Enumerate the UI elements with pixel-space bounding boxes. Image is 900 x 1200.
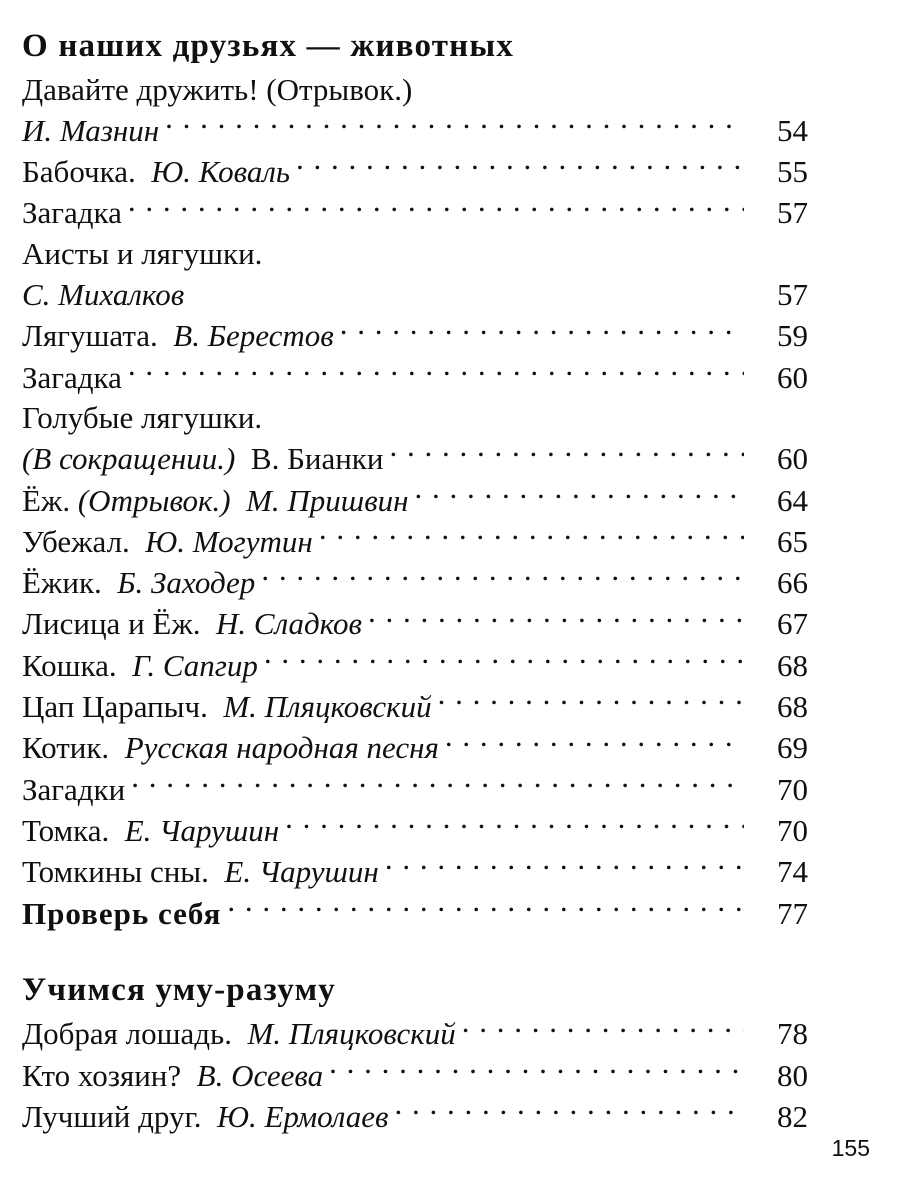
toc-entry-title: Добрая лошадь. М. Пляцковский [22, 1016, 456, 1052]
toc-entry-title: Томкины сны. Е. Чарушин [22, 854, 379, 890]
dot-leader [227, 893, 744, 924]
toc-entry[interactable] [22, 438, 808, 479]
toc-continuation-line: Голубые лягушки. [22, 399, 263, 435]
dot-leader [264, 645, 744, 676]
toc-entry-title: Лисица и Ёж. Н. Сладков [22, 606, 362, 642]
toc-entry-page-number: 57 [777, 277, 808, 313]
toc-entry-page-number: 82 [777, 1098, 808, 1134]
toc-entry-page-number: 59 [777, 318, 808, 354]
toc-entry-page-number: 65 [777, 523, 808, 559]
toc-entry[interactable] [22, 357, 808, 398]
dot-leader [395, 1096, 745, 1127]
toc-entry-title: Ёжик. Б. Заходер [22, 565, 256, 601]
dot-leader [389, 438, 744, 469]
toc-entry-page-number: 74 [777, 854, 808, 890]
toc-entry[interactable] [22, 1055, 808, 1096]
toc-entry[interactable] [22, 769, 808, 810]
dot-leader [128, 192, 744, 223]
toc-entry[interactable] [22, 151, 808, 192]
toc-entry-title: Бабочка. Ю. Коваль [22, 154, 291, 190]
toc-entry-page-number: 80 [777, 1057, 808, 1093]
toc-entry[interactable] [22, 727, 808, 768]
toc-entry-page-number: 64 [777, 482, 808, 518]
toc-entry-title: Цап Царапыч. М. Пляцковский [22, 689, 432, 725]
toc-entry-page-number: 54 [777, 112, 808, 148]
toc-entry-title: Ёж. (Отрывок.) М. Пришвин [22, 482, 409, 518]
dot-leader [319, 521, 744, 552]
toc-entry[interactable] [22, 686, 808, 727]
toc-entry-page-number: 66 [777, 565, 808, 601]
dot-leader [296, 151, 744, 182]
dot-leader [445, 727, 744, 758]
toc-entry[interactable] [22, 274, 808, 315]
toc-entry[interactable] [22, 192, 808, 233]
toc-entry-title: И. Мазнин [22, 112, 160, 148]
dot-leader [462, 1013, 744, 1044]
toc-entry[interactable] [22, 480, 808, 521]
page-folio: 155 [831, 1135, 870, 1161]
toc-entry-page-number: 70 [777, 771, 808, 807]
dot-leader [385, 851, 744, 882]
toc-entry[interactable] [22, 521, 808, 562]
toc-entry-page-number: 69 [777, 730, 808, 766]
toc-entry-title: Кошка. Г. Сапгир [22, 647, 258, 683]
dot-leader [131, 769, 744, 800]
toc-entry-title: Лягушата. В. Берестов [22, 318, 334, 354]
table-of-contents [22, 26, 808, 1137]
toc-entry-title: С. Михалков [22, 277, 185, 313]
toc-continuation-line: Давайте дружить! (Отрывок.) [22, 71, 413, 107]
dot-leader [368, 603, 744, 634]
toc-entry-page-number: 77 [777, 895, 808, 931]
toc-entry-title: Загадка [22, 359, 122, 395]
toc-entry-page-number: 67 [777, 606, 808, 642]
dot-leader [190, 274, 744, 305]
section-heading: О наших друзьях — животных [22, 28, 515, 64]
toc-entry-title: (В сокращении.) В. Бианки [22, 441, 384, 477]
toc-entry-page-number: 60 [777, 359, 808, 395]
dot-leader [415, 480, 744, 511]
toc-entry-title: Кто хозяин? В. Осеева [22, 1057, 324, 1093]
dot-leader [329, 1055, 744, 1086]
toc-entry[interactable] [22, 110, 808, 151]
toc-entry-page-number: 78 [777, 1016, 808, 1052]
dot-leader [438, 686, 744, 717]
toc-entry[interactable] [22, 603, 808, 644]
dot-leader [128, 357, 744, 388]
toc-entry[interactable] [22, 1096, 808, 1137]
toc-entry-page-number: 70 [777, 812, 808, 848]
toc-entry[interactable] [22, 315, 808, 356]
toc-entry[interactable] [22, 645, 808, 686]
toc-entry-page-number: 68 [777, 647, 808, 683]
dot-leader [261, 562, 744, 593]
toc-entry[interactable] [22, 810, 808, 851]
toc-entry-page-number: 68 [777, 689, 808, 725]
toc-entry-title: Загадка [22, 195, 122, 231]
dot-leader [285, 810, 744, 841]
toc-entry-title: Убежал. Ю. Могутин [22, 523, 313, 559]
toc-continuation-line: Аисты и лягушки. [22, 235, 263, 271]
toc-entry-title: Загадки [22, 771, 126, 807]
toc-entry-title: Проверь себя [22, 895, 222, 931]
dot-leader [340, 315, 744, 346]
section-heading: Учимся уму-разуму [22, 971, 336, 1008]
toc-entry-page-number: 60 [777, 441, 808, 477]
toc-entry-title: Томка. Е. Чарушин [22, 812, 280, 848]
toc-entry-title: Лучший друг. Ю. Ермолаев [22, 1098, 389, 1134]
dot-leader [165, 110, 744, 141]
toc-entry-page-number: 57 [777, 195, 808, 231]
toc-entry-page-number: 55 [777, 154, 808, 190]
toc-entry[interactable] [22, 562, 808, 603]
toc-entry-title: Котик. Русская народная песня [22, 730, 439, 766]
toc-entry[interactable] [22, 893, 808, 934]
toc-entry[interactable] [22, 1013, 808, 1054]
toc-entry[interactable] [22, 851, 808, 892]
